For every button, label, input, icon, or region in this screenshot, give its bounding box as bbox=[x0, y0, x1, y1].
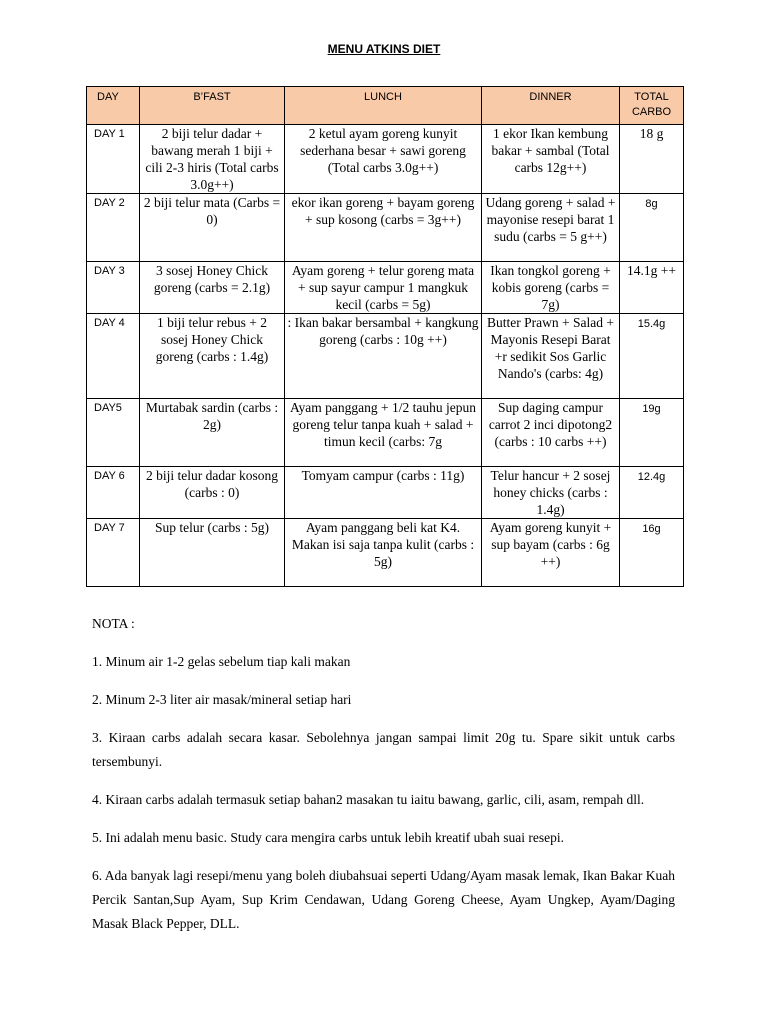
cell-day: DAY 3 bbox=[87, 262, 140, 314]
cell-day: DAY5 bbox=[87, 399, 140, 467]
cell-lunch: 2 ketul ayam goreng kunyit sederhana besar + sawi goreng (Total carbs 3.0g++) bbox=[285, 125, 482, 194]
cell-day: DAY 4 bbox=[87, 314, 140, 399]
cell-lunch: : Ikan bakar bersambal + kangkung goreng (carbs : 10g ++) bbox=[285, 314, 482, 399]
cell-dinner: Ikan tongkol goreng + kobis goreng (carbs = 7g) bbox=[482, 262, 620, 314]
table-row bbox=[87, 314, 684, 399]
cell-total: 14.1g ++ bbox=[620, 262, 684, 314]
cell-bfast: 2 biji telur mata (Carbs = 0) bbox=[140, 194, 285, 262]
table-header-row bbox=[87, 87, 684, 125]
cell-dinner: Udang goreng + salad + mayonise resepi barat 1 sudu (carbs = 5 g++) bbox=[482, 194, 620, 262]
notes-section bbox=[92, 612, 675, 950]
cell-day: DAY 2 bbox=[87, 194, 140, 262]
header-lunch: LUNCH bbox=[285, 87, 482, 125]
cell-day: DAY 6 bbox=[87, 467, 140, 519]
page-title: MENU ATKINS DIET bbox=[327, 42, 441, 56]
cell-dinner: 1 ekor Ikan kembung bakar + sambal (Total carbs 12g++) bbox=[482, 125, 620, 194]
note-item: 4. Kiraan carbs adalah termasuk setiap bahan2 masakan tu iaitu bawang, garlic, cili, asam, rempah dll. bbox=[92, 792, 645, 807]
cell-bfast: Murtabak sardin (carbs : 2g) bbox=[140, 399, 285, 467]
note-item: 1. Minum air 1-2 gelas sebelum tiap kali makan bbox=[92, 654, 351, 669]
menu-table bbox=[86, 86, 684, 587]
table-row bbox=[87, 399, 684, 467]
cell-total: 16g bbox=[620, 519, 684, 587]
cell-total: 8g bbox=[620, 194, 684, 262]
table-row bbox=[87, 194, 684, 262]
cell-lunch: ekor ikan goreng + bayam goreng + sup kosong (carbs = 3g++) bbox=[285, 194, 482, 262]
cell-lunch: Ayam panggang + 1/2 tauhu jepun goreng telur tanpa kuah + salad + timun kecil (carbs: 7g bbox=[285, 399, 482, 467]
table-row bbox=[87, 262, 684, 314]
cell-total: 12.4g bbox=[620, 467, 684, 519]
notes-label: NOTA : bbox=[92, 616, 135, 631]
cell-lunch: Ayam goreng + telur goreng mata + sup sayur campur 1 mangkuk kecil (carbs = 5g) bbox=[285, 262, 482, 314]
note-item: 5. Ini adalah menu basic. Study cara mengira carbs untuk lebih kreatif ubah suai resepi. bbox=[92, 830, 564, 845]
header-dinner: DINNER bbox=[482, 87, 620, 125]
cell-day: DAY 7 bbox=[87, 519, 140, 587]
note-item: 3. Kiraan carbs adalah secara kasar. Sebolehnya jangan sampai limit 20g tu. Spare sikit untuk carbs tersembunyi. bbox=[92, 730, 675, 769]
cell-bfast: 2 biji telur dadar + bawang merah 1 biji + cili 2-3 hiris (Total carbs 3.0g++) bbox=[140, 125, 285, 194]
cell-total: 18 g bbox=[620, 125, 684, 194]
cell-dinner: Ayam goreng kunyit + sup bayam (carbs : 6g ++) bbox=[482, 519, 620, 587]
note-item: 2. Minum 2-3 liter air masak/mineral setiap hari bbox=[92, 692, 352, 707]
cell-bfast: 2 biji telur dadar kosong (carbs : 0) bbox=[140, 467, 285, 519]
cell-dinner: Telur hancur + 2 sosej honey chicks (carbs : 1.4g) bbox=[482, 467, 620, 519]
cell-day: DAY 1 bbox=[87, 125, 140, 194]
cell-dinner: Sup daging campur carrot 2 inci dipotong2 (carbs : 10 carbs ++) bbox=[482, 399, 620, 467]
table-row bbox=[87, 467, 684, 519]
cell-lunch: Ayam panggang beli kat K4. Makan isi saja tanpa kulit (carbs : 5g) bbox=[285, 519, 482, 587]
cell-bfast: 3 sosej Honey Chick goreng (carbs = 2.1g) bbox=[140, 262, 285, 314]
cell-lunch: Tomyam campur (carbs : 11g) bbox=[285, 467, 482, 519]
header-bfast: B’FAST bbox=[140, 87, 285, 125]
header-day: DAY bbox=[87, 87, 140, 125]
cell-bfast: 1 biji telur rebus + 2 sosej Honey Chick goreng (carbs : 1.4g) bbox=[140, 314, 285, 399]
header-total-carbo: TOTAL CARBO bbox=[620, 87, 684, 125]
cell-dinner: Butter Prawn + Salad + Mayonis Resepi Barat +r sedikit Sos Garlic Nando's (carbs: 4g) bbox=[482, 314, 620, 399]
cell-bfast: Sup telur (carbs : 5g) bbox=[140, 519, 285, 587]
table-row bbox=[87, 125, 684, 194]
cell-total: 15.4g bbox=[620, 314, 684, 399]
note-item: 6. Ada banyak lagi resepi/menu yang boleh diubahsuai seperti Udang/Ayam masak lemak, Ikan Bakar Kuah Percik Santan,Sup Ayam, Sup Krim Cendawan, Udang Goreng Cheese, Ayam Ungkep, Ayam/Daging Masak Black Pepper, DLL. bbox=[92, 868, 675, 931]
cell-total: 19g bbox=[620, 399, 684, 467]
table-row bbox=[87, 519, 684, 587]
